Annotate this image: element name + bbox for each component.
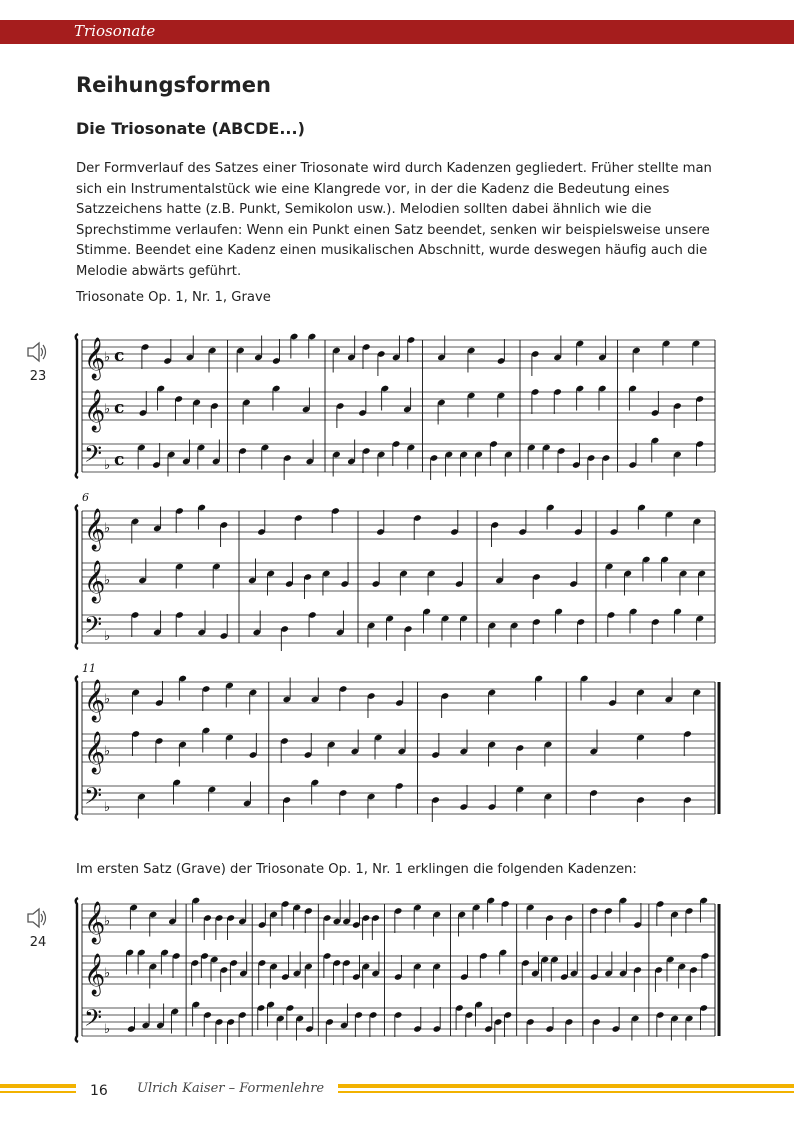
key-signature-flat: ♭ xyxy=(104,521,111,536)
time-signature: c xyxy=(114,398,125,418)
bass-clef: 𝄢 xyxy=(84,440,103,473)
section-title: Die Triosonate (ABCDE...) xyxy=(76,119,305,138)
music-score xyxy=(70,320,730,830)
treble-clef: 𝄞 xyxy=(84,509,106,550)
bass-clef: 𝄢 xyxy=(84,782,103,815)
key-signature-flat: ♭ xyxy=(104,800,111,815)
speaker-icon[interactable] xyxy=(26,340,48,364)
footer-book-title: Ulrich Kaiser – Formenlehre xyxy=(137,1081,325,1096)
example1-caption: Triosonate Op. 1, Nr. 1, Grave xyxy=(76,290,271,305)
treble-clef: 𝄞 xyxy=(84,680,106,721)
footer-rule xyxy=(338,1091,794,1093)
key-signature-flat: ♭ xyxy=(104,402,111,417)
key-signature-flat: ♭ xyxy=(104,458,111,473)
audio-track-number: 23 xyxy=(29,369,47,384)
treble-clef: 𝄞 xyxy=(84,954,106,995)
system-bracket xyxy=(76,505,78,649)
example2-caption: Im ersten Satz (Grave) der Triosonate Op. 1, Nr. 1 erklingen die folgenden Kadenzen: xyxy=(76,862,637,877)
treble-clef: 𝄞 xyxy=(84,732,106,773)
speaker-icon[interactable] xyxy=(26,906,48,930)
system-bracket xyxy=(76,676,78,820)
key-signature-flat: ♭ xyxy=(104,1022,111,1037)
key-signature-flat: ♭ xyxy=(104,966,111,981)
footer-rule xyxy=(0,1091,76,1093)
cadence-score xyxy=(70,892,730,1072)
measure-number: 11 xyxy=(82,662,96,675)
measure-number: 6 xyxy=(82,491,89,504)
audio-track-number: 24 xyxy=(29,935,47,950)
treble-clef: 𝄞 xyxy=(84,561,106,602)
header-bar xyxy=(0,20,794,44)
time-signature: c xyxy=(114,346,125,366)
page-title: Reihungsformen xyxy=(76,73,271,97)
key-signature-flat: ♭ xyxy=(104,573,111,588)
time-signature: c xyxy=(114,450,125,470)
page-number: 16 xyxy=(90,1083,108,1099)
footer-rule xyxy=(0,1084,76,1088)
key-signature-flat: ♭ xyxy=(104,744,111,759)
treble-clef: 𝄞 xyxy=(84,390,106,431)
key-signature-flat: ♭ xyxy=(104,629,111,644)
system-bracket xyxy=(76,334,78,478)
key-signature-flat: ♭ xyxy=(104,692,111,707)
bass-clef: 𝄢 xyxy=(84,611,103,644)
system-bracket xyxy=(76,898,78,1042)
footer-rule xyxy=(338,1084,794,1088)
treble-clef: 𝄞 xyxy=(84,338,106,379)
intro-paragraph: Der Formverlauf des Satzes einer Triosonate wird durch Kadenzen gegliedert. Früher stellte man sich ein Instrumentalstück wie eine Klangrede vor, in der die Kadenz die Bedeutung eines Satzzeichens hatte (z.B. Punkt, Semikolon usw.). Melodien sollten dabei ähnlich wie die Sprechstimme verlaufen: Wenn ein Punkt einen Satz beendet, senken wir beispielsweise unsere Stimme. Beendet eine Kadenz einen musikalischen Abschnitt, wurde deswegen häufig auch die Melodie abwärts geführt. xyxy=(76,161,712,279)
bass-clef: 𝄢 xyxy=(84,1004,103,1037)
key-signature-flat: ♭ xyxy=(104,350,111,365)
header-label: Triosonate xyxy=(74,22,156,40)
treble-clef: 𝄞 xyxy=(84,902,106,943)
key-signature-flat: ♭ xyxy=(104,914,111,929)
